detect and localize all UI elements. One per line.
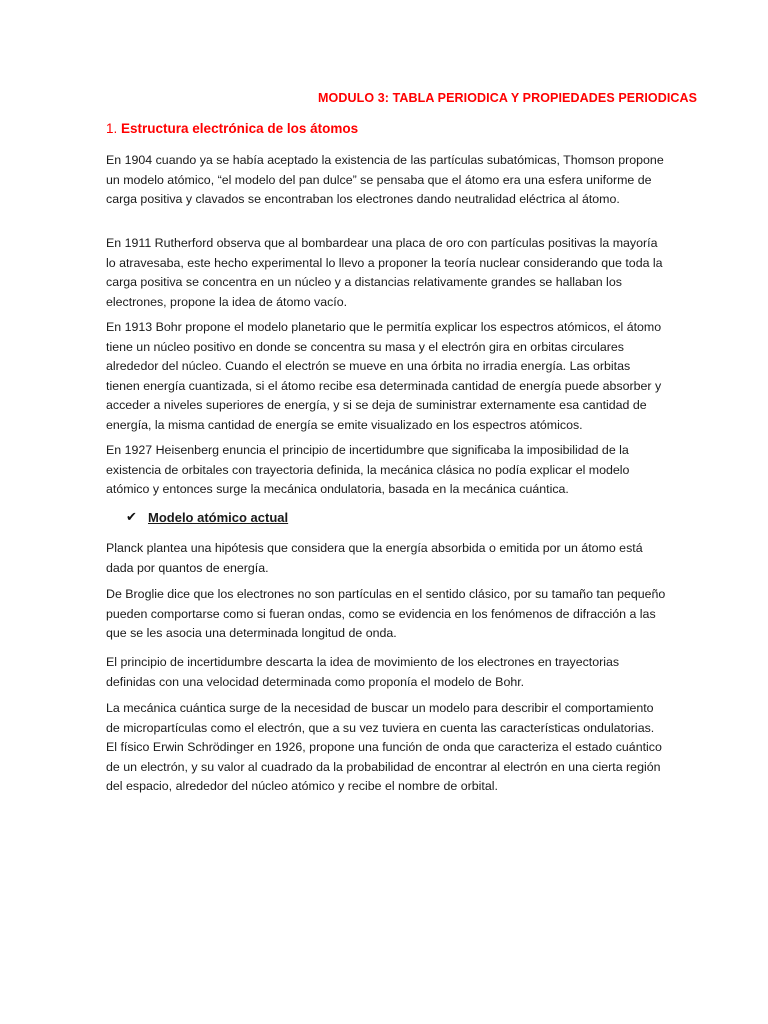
paragraph-de-broglie: De Broglie dice que los electrones no son partículas en el sentido clásico, por su tamaño tan pequeño pueden comportarse como si fueran ondas, como se evidencia en los fenómenos de difracción a las que se les asocia una determinada longitud de onda.: [106, 587, 666, 641]
section-number: 1.: [106, 121, 118, 136]
paragraph-thomson: En 1904 cuando ya se había aceptado la existencia de las partículas subatómicas, Thomson propone un modelo atómico, “el modelo del pan dulce” se pensaba que el átomo era una esfera uniforme de carga positiva y clavados se encontraban los electrones dando neutralidad eléctrica al átomo.: [106, 153, 664, 207]
subsection-heading: [126, 509, 288, 525]
check-mark-icon: ✔: [126, 509, 137, 524]
paragraph-planck: Planck plantea una hipótesis que considera que la energía absorbida o emitida por un átomo está dada por quantos de energía.: [106, 541, 643, 575]
section-title: Estructura electrónica de los átomos: [121, 121, 359, 136]
paragraph-rutherford: En 1911 Rutherford observa que al bombardear una placa de oro con partículas positivas la mayoría lo atravesaba, este hecho experimental lo llevo a proponer la teoría nuclear considerando que toda la carga positiva se concentra en un núcleo y a distancias relativamente grandes se hallaban los electrones, propone la idea de átomo vacío.: [106, 236, 663, 309]
paragraph-bohr: En 1913 Bohr propone el modelo planetario que le permitía explicar los espectros atómicos, el átomo tiene un núcleo positivo en donde se concentra su masa y el electrón gira en orbitas circulares alrededor del núcleo. Cuando el electrón se mueve en una órbita no irradia energía. Las orbitas tienen energía cuantizada, si el átomo recibe esa determinada cantidad de energía puede absorber y acceder a niveles superiores de energía, y si se deja de suministrar externamente esa cantidad de energía, la misma cantidad de energía se emite visualizado en los espectros atómicos.: [106, 320, 662, 432]
section-heading: [106, 121, 358, 136]
paragraph-uncertainty: El principio de incertidumbre descarta la idea de movimiento de los electrones en trayectorias definidas con una velocidad determinada como proponía el modelo de Bohr.: [106, 655, 620, 689]
paragraph-quantum-mechanics: La mecánica cuántica surge de la necesidad de buscar un modelo para describir el comportamiento de micropartículas como el electrón, que a su vez tuviera en cuenta las características ondulatorias. El físico Erwin Schrödinger en 1926, propone una función de onda que caracteriza el estado cuántico de un electrón, y su valor al cuadrado da la probabilidad de encontrar al electrón en una cierta región del espacio, alrededor del núcleo atómico y recibe el nombre de orbital.: [106, 701, 662, 794]
module-title: MODULO 3: TABLA PERIODICA Y PROPIEDADES PERIODICAS: [318, 91, 698, 105]
subsection-title: Modelo atómico actual: [148, 509, 289, 525]
paragraph-heisenberg: En 1927 Heisenberg enuncia el principio de incertidumbre que significaba la imposibilidad de la existencia de orbitales con trayectoria definida, la mecánica clásica no podía explicar el modelo atómico y entonces surge la mecánica ondulatoria, basada en la mecánica cuántica.: [106, 443, 630, 497]
